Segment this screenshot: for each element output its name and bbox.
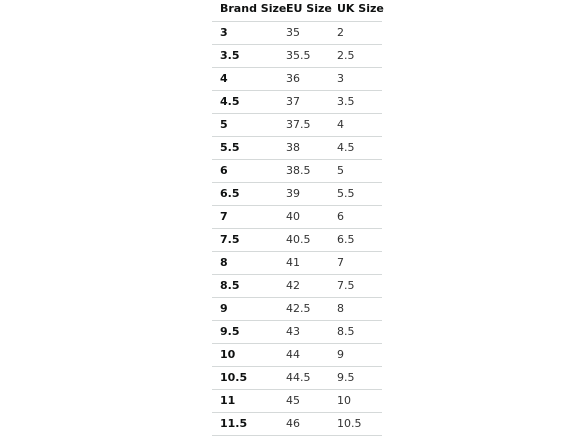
brand-size-cell: 5 — [212, 113, 278, 136]
eu-size-cell: 38 — [278, 136, 329, 159]
eu-size-cell: 42.5 — [278, 297, 329, 320]
table-row — [212, 90, 382, 113]
brand-size-cell: 3 — [212, 21, 278, 44]
eu-size-cell: 43 — [278, 320, 329, 343]
uk-size-cell: 9.5 — [329, 366, 382, 389]
brand-size-cell: 8 — [212, 251, 278, 274]
brand-size-cell: 8.5 — [212, 274, 278, 297]
table-row — [212, 389, 382, 412]
table-row — [212, 274, 382, 297]
uk-size-cell: 4 — [329, 113, 382, 136]
eu-size-cell: 36 — [278, 67, 329, 90]
header-brand-size: Brand Size — [212, 0, 278, 21]
brand-size-cell: 9.5 — [212, 320, 278, 343]
table-row — [212, 205, 382, 228]
brand-size-cell: 4 — [212, 67, 278, 90]
uk-size-cell: 2 — [329, 21, 382, 44]
header-eu-size: EU Size — [278, 0, 329, 21]
table-row — [212, 67, 382, 90]
eu-size-cell: 35.5 — [278, 44, 329, 67]
brand-size-cell: 11 — [212, 389, 278, 412]
table-row — [212, 320, 382, 343]
eu-size-cell: 41 — [278, 251, 329, 274]
uk-size-cell: 5.5 — [329, 182, 382, 205]
eu-size-cell: 42 — [278, 274, 329, 297]
table-row — [212, 182, 382, 205]
size-chart-table — [212, 0, 382, 436]
brand-size-cell: 6 — [212, 159, 278, 182]
eu-size-cell: 40 — [278, 205, 329, 228]
eu-size-cell: 35 — [278, 21, 329, 44]
brand-size-cell: 4.5 — [212, 90, 278, 113]
uk-size-cell: 7 — [329, 251, 382, 274]
brand-size-cell: 10.5 — [212, 366, 278, 389]
uk-size-cell: 9 — [329, 343, 382, 366]
table-row — [212, 159, 382, 182]
brand-size-cell: 7 — [212, 205, 278, 228]
brand-size-cell: 6.5 — [212, 182, 278, 205]
eu-size-cell: 44.5 — [278, 366, 329, 389]
eu-size-cell: 44 — [278, 343, 329, 366]
table-row — [212, 228, 382, 251]
uk-size-cell: 10 — [329, 389, 382, 412]
uk-size-cell: 6.5 — [329, 228, 382, 251]
size-chart-body — [212, 21, 382, 435]
eu-size-cell: 37 — [278, 90, 329, 113]
table-row — [212, 343, 382, 366]
table-row — [212, 366, 382, 389]
uk-size-cell: 2.5 — [329, 44, 382, 67]
table-row — [212, 412, 382, 435]
eu-size-cell: 37.5 — [278, 113, 329, 136]
brand-size-cell: 9 — [212, 297, 278, 320]
table-row — [212, 251, 382, 274]
header-row — [212, 0, 382, 21]
table-row — [212, 136, 382, 159]
uk-size-cell: 10.5 — [329, 412, 382, 435]
brand-size-cell: 7.5 — [212, 228, 278, 251]
eu-size-cell: 45 — [278, 389, 329, 412]
uk-size-cell: 4.5 — [329, 136, 382, 159]
uk-size-cell: 5 — [329, 159, 382, 182]
uk-size-cell: 8 — [329, 297, 382, 320]
brand-size-cell: 11.5 — [212, 412, 278, 435]
brand-size-cell: 10 — [212, 343, 278, 366]
uk-size-cell: 8.5 — [329, 320, 382, 343]
table-row — [212, 297, 382, 320]
header-uk-size: UK Size — [329, 0, 382, 21]
uk-size-cell: 7.5 — [329, 274, 382, 297]
uk-size-cell: 3 — [329, 67, 382, 90]
size-chart-header — [212, 0, 382, 21]
table-row — [212, 44, 382, 67]
table-row — [212, 113, 382, 136]
eu-size-cell: 38.5 — [278, 159, 329, 182]
uk-size-cell: 6 — [329, 205, 382, 228]
eu-size-cell: 46 — [278, 412, 329, 435]
eu-size-cell: 39 — [278, 182, 329, 205]
eu-size-cell: 40.5 — [278, 228, 329, 251]
brand-size-cell: 3.5 — [212, 44, 278, 67]
table-row — [212, 21, 382, 44]
brand-size-cell: 5.5 — [212, 136, 278, 159]
uk-size-cell: 3.5 — [329, 90, 382, 113]
